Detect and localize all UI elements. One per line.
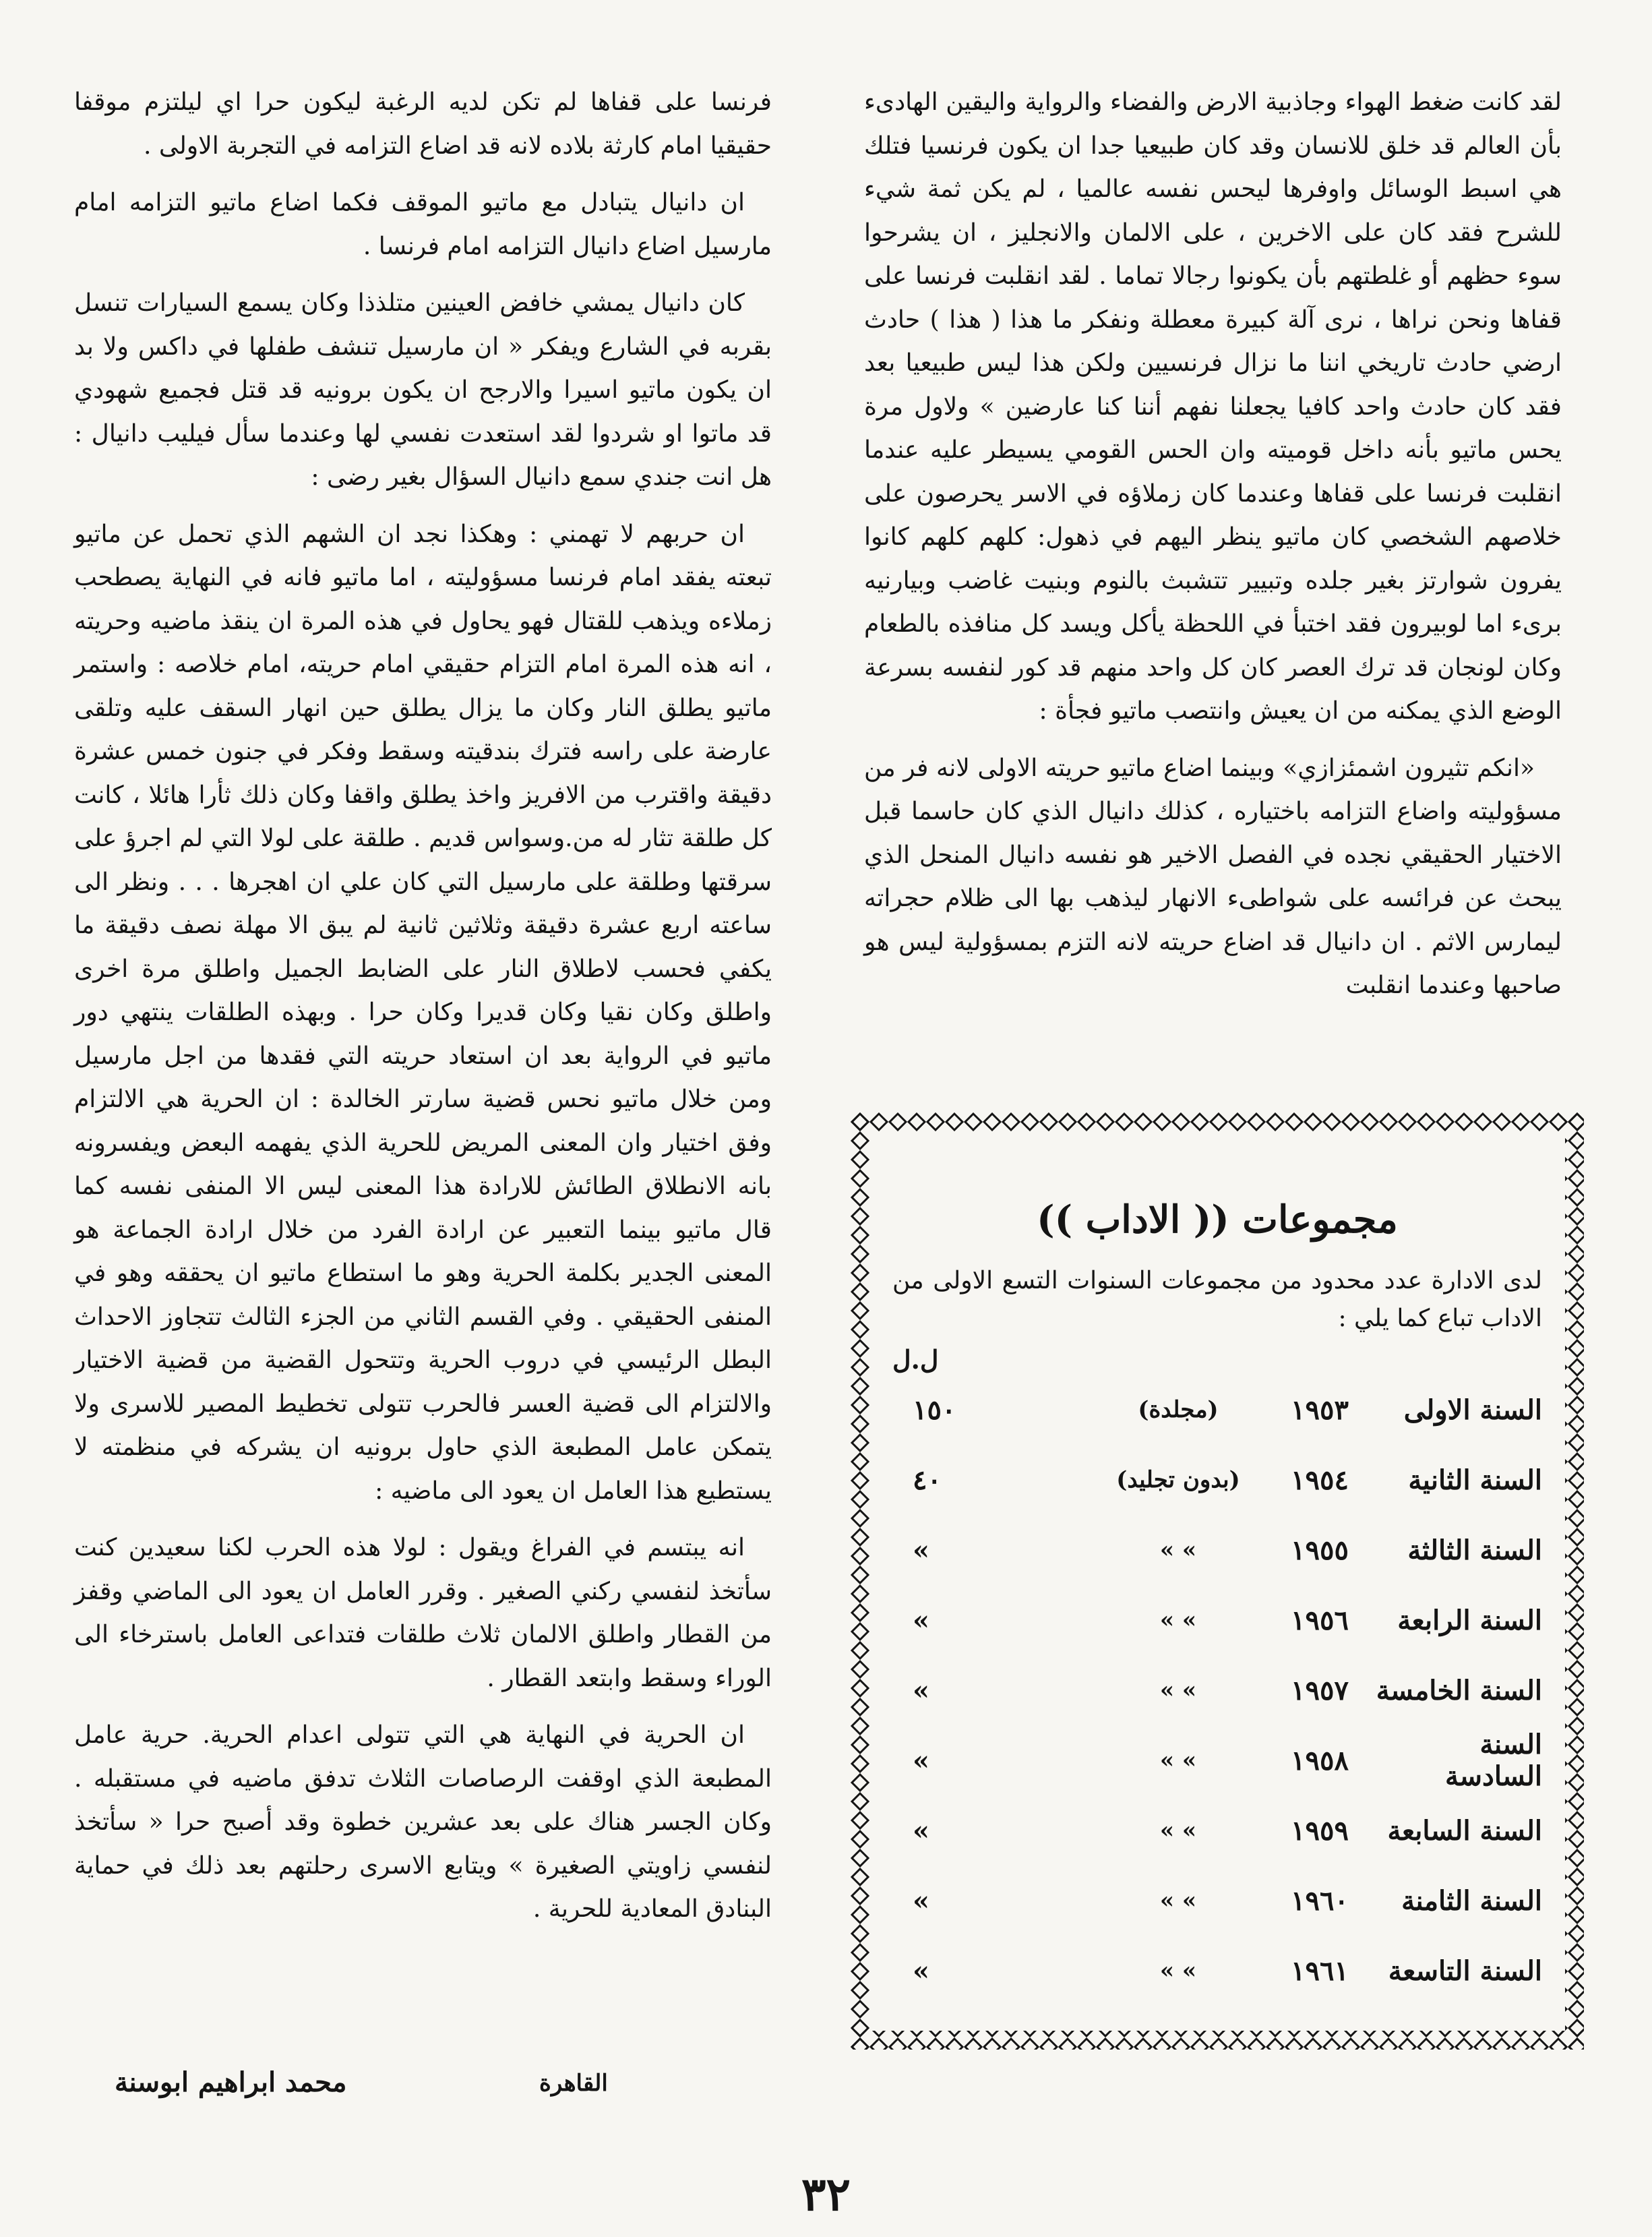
year-number: ١٩٦١ [1291,1955,1349,1987]
city-signature: القاهرة [539,2070,608,2097]
price: » [913,1814,929,1847]
price: » [913,1744,929,1777]
price: ١٥٠ [913,1394,956,1426]
year-label: السنة الثامنة [1401,1884,1542,1917]
paragraph: ان دانيال يتبادل مع ماتيو الموقف فكما اضاع ماتيو التزامه امام مارسيل اضاع دانيال التزامه امام فرنسا . [74,189,772,260]
year-number: ١٩٥٥ [1291,1534,1349,1566]
price: » [913,1955,929,1987]
price-row [892,1655,1542,1725]
right-column [864,81,1562,1021]
binding-note: (بدون تجليد) [1116,1466,1240,1493]
year-number: ١٩٦٠ [1291,1884,1349,1917]
binding-note: » » [1159,1537,1197,1563]
year-label: السنة الثالثة [1407,1534,1542,1566]
paragraph: ان حربهم لا تهمني : وهكذا نجد ان الشهم الذي تحمل عن ماتيو تبعته يفقد امام فرنسا مسؤوليته ، اما ماتيو فانه في النهاية يصطحب زملاءه ويذهب للقتال فهو يحاول في هذه المرة ان ينقذ ماضيه وحريته ، انه هذه المرة امام التزام حقيقي امام حريته، امام خلاصه : واستمر ماتيو يطلق النار وكان ما يزال يطلق حين انهار السقف عليه وتلقى عارضة على راسه فترك بندقيته وسقط وفكر في جنون خمس عشرة دقيقة واقترب من الافريز واخذ يطلق واقفا وكان ذلك ثأرا هائلا ، كانت كل طلقة تثار له من.وسواس قديم . طلقة على لولا التي لم اجرؤ على سرقتها وطلقة على مارسيل التي كان علي ان اهجرها . . . ونظر الى ساعته اربع عشرة دقيقة وثلاثين ثانية لم يبق الا مهلة نصف دقيقة ما يكفي فحسب لاطلاق النار على الضابط الجميل واطلق مرة اخرى واطلق وكان نقيا وكان قديرا وكان حرا . وبهذه الطلقات ينتهي دور ماتيو في الرواية بعد ان استعاد حريته التي فقدها من اجل مارسيل ومن خلال ماتيو نحس قضية سارتر الخالدة : ان الحرية هي الالتزام وفق اختيار وان المعنى المريض للحرية الذي يفهمه البعض ويفسرونه بانه الانطلاق الطائش للارادة هذا المعنى ليس الا المنفى نفسه كما قال ماتيو بينما التعبير عن ارادة الفرد من خلال ارادة الجماعة هو المعنى الجدير بكلمة الحرية وهو ما استطاع ماتيو ان يحققه وهو في المنفى الحقيقي . وفي القسم الثاني من الجزء الثالث تتجاوز الاحداث البطل الرئيسي في دروب الحرية وتتحول القضية من قضية الاختيار والالتزام الى قضية العسر فالحرب تتولى تخطيط المصير للاسرى ولا يتمكن عامل المطبعة الذي حاول برونيه ان يشركه في منظمته لا يستطيع هذا العامل ان يعود الى ماضيه : [74,520,772,1505]
paragraph: «انكم تثيرون اشمئزازي» وبينما اضاع ماتيو حريته الاولى لانه فر من مسؤوليته واضاع التزامه باختياره ، كذلك دانيال الذي كان حاسما قبل الاختيار الحقيقي نجده في الفصل الاخير هو نفسه دانيال المنحل الذي يبحث عن فرائسه على شواطىء الانهار ليذهب بها الى ظلام حجراته ليمارس الاثم . ان دانيال قد اضاع حريته لانه التزم بمسؤولية ليس هو صاحبها وعندما انقلبت [864,754,1562,999]
paragraph: ان الحرية في النهاية هي التي تتولى اعدام الحرية. حرية عامل المطبعة الذي اوقفت الرصاصات الثلاث تدفق ماضيه في مستقبله . وكان الجسر هناك على بعد عشرين خطوة وقد أصبح حرا « سأتخذ لنفسي زاويتي الصغيرة » ويتابع الاسرى رحلتهم بعد ذلك في حماية البنادق المعادية للحرية . [74,1721,772,1923]
paragraph: كان دانيال يمشي خافض العينين متلذذا وكان يسمع السيارات تنسل بقربه في الشارع ويفكر « ان مارسيل تنشف طفلها في داكس ولا بد ان يكون ماتيو اسيرا والارجح ان يكون برونيه قد قتل فجميع شهودي قد ماتوا او شردوا لقد استعدت نفسي لها وعندما سأل فيليب دانيال : هل انت جندي سمع دانيال السؤال بغير رضى : [74,289,772,491]
year-label: السنة الثانية [1408,1464,1542,1496]
advertisement-title: مجموعات (( الاداب )) [1037,1197,1398,1242]
year-number: ١٩٥٩ [1291,1814,1349,1847]
year-number: ١٩٥٨ [1291,1744,1349,1777]
currency-label: ل.ل [892,1344,939,1375]
price-row [892,1515,1542,1585]
binding-note: » » [1159,1607,1197,1634]
price-row [892,1375,1542,1445]
year-label: السنة الاولى [1403,1394,1542,1426]
year-label: السنة الرابعة [1397,1604,1542,1636]
paragraph: انه يبتسم في الفراغ ويقول : لولا هذه الحرب لكنا سعيدين كنت سأتخذ لنفسي ركني الصغير . وقرر العامل ان يعود الى الماضي وقفز من القطار واطلق الالمان ثلاث طلقات فتداعى العامل باسترخاء الى الوراء وسقط وابتعد القطار . [74,1534,772,1692]
binding-note: » » [1159,1887,1197,1914]
subscription-advertisement [851,1112,1584,2050]
year-number: ١٩٥٧ [1291,1674,1349,1706]
binding-note: (مجلدة) [1138,1396,1219,1423]
binding-note: » » [1159,1747,1197,1774]
year-number: ١٩٥٤ [1291,1464,1349,1496]
price: » [913,1534,929,1566]
year-label: السنة التاسعة [1388,1955,1542,1987]
price: » [913,1674,929,1706]
binding-note: » » [1159,1817,1197,1844]
year-label: السنة الخامسة [1376,1674,1542,1706]
price-row [892,1866,1542,1936]
binding-note: » » [1159,1677,1197,1704]
page-number: ٣٢ [801,2168,851,2221]
price-row [892,1725,1542,1795]
left-column [74,81,772,1945]
price-row [892,1795,1542,1866]
price-row [892,1936,1542,2006]
author-signature: محمد ابراهيم ابوسنة [115,2066,347,2098]
year-label: السنة السابعة [1387,1814,1542,1847]
year-number: ١٩٥٣ [1291,1394,1349,1426]
price: » [913,1884,929,1917]
year-number: ١٩٥٦ [1291,1604,1349,1636]
paragraph: لقد كانت ضغط الهواء وجاذبية الارض والفضاء والرواية واليقين الهادىء بأن العالم قد خلق للانسان وقد كان طبيعيا جدا ان يكون فرنسيا فتلك هي اسبط الوسائل واوفرها ليحس نفسه عالميا ، لم يكن ثمة شيء للشرح فقد كان على الاخرين ، على الالمان والانجليز ، ان يشرحوا سوء حظهم أو غلطتهم بأن يكونوا رجالا تماما . لقد انقلبت فرنسا على قفاها ونحن نراها ، نرى آلة كبيرة معطلة ونفكر ما هذا ( هذا ) حادث ارضي حادث تاريخي اننا ما نزال فرنسيين ولكن هذا ليس طبيعيا بعد فقد كان حادث واحد كافيا يجعلنا نفهم أننا كنا عارضين » ولاول مرة يحس ماتيو بأنه داخل قوميته وان الحس القومي يسيطر عليه عندما انقلبت فرنسا على قفاها وعندما كان زملاؤه في الاسر يحرصون على خلاصهم الشخصي كان ماتيو ينظر اليهم في ذهول: كلهم كلهم كانوا يفرون شوارتز بغير جلده وتبيير تتشبث بالنوم وبنيت غاضب وبيارنيه برىء اما لوبيرون فقد اختبأ في اللحظة يأكل ويسد كل منافذه بالطعام وكان لونجان قد ترك العصر كان كل واحد منهم قد كور لنفسه بسرعة الوضع الذي يمكنه من ان يعيش وانتصب ماتيو فجأة : [864,88,1562,725]
binding-note: » » [1159,1957,1197,1984]
advertisement-intro: لدى الادارة عدد محدود من مجموعات السنوات التسع الاولى من الاداب تباع كما يلي : [892,1267,1542,1332]
paragraph: فرنسا على قفاها لم تكن لديه الرغبة ليكون حرا اي ليلتزم موقفا حقيقيا امام كارثة بلاده لانه قد اضاع التزامه في التجربة الاولى . [74,88,772,160]
price: » [913,1604,929,1636]
year-label: السنة السادسة [1445,1729,1542,1792]
price-row [892,1585,1542,1655]
price-row [892,1445,1542,1515]
price: ٤٠ [913,1464,942,1496]
